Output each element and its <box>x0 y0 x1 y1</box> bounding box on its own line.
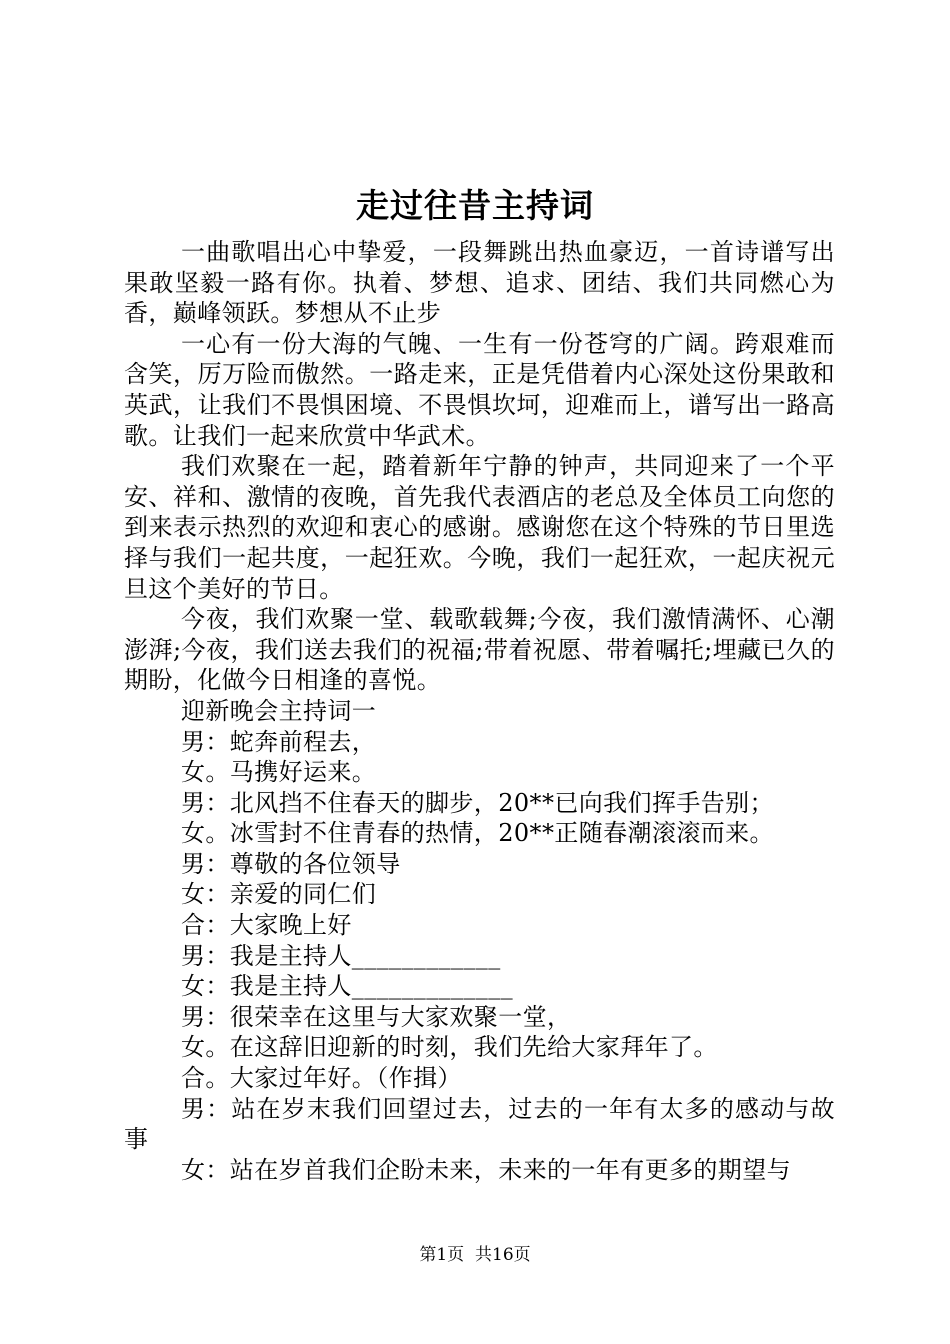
dialogue-line: 合：大家晚上好 <box>181 911 352 940</box>
page-number: 第1页 <box>419 1245 465 1265</box>
page-total: 共16页 <box>475 1245 531 1265</box>
dialogue-line: 女：站在岁首我们企盼未来，未来的一年有更多的期望与 <box>181 1155 791 1184</box>
dialogue-line: 男：蛇奔前程去， <box>181 727 377 756</box>
paragraph: 我们欢聚在一起，踏着新年宁静的钟声，共同迎来了一个平安、祥和、激情的夜晚，首先我代表酒店的老总及全体员工向您的到来表示热烈的欢迎和衷心的感谢。感谢您在这个特殊的节日里选择与我们一起共度，一起狂欢。今晚，我们一起狂欢，一起庆祝元旦这个美好的节日。 <box>124 452 835 603</box>
dialogue-line: 合。大家过年好。（作揖） <box>181 1064 462 1093</box>
dialogue-line: 女。在这辞旧迎新的时刻，我们先给大家拜年了。 <box>181 1033 718 1062</box>
dialogue-line: 女：亲爱的同仁们 <box>181 880 377 909</box>
dialogue-line: 男：很荣幸在这里与大家欢聚一堂， <box>181 1002 572 1031</box>
paragraph: 一曲歌唱出心中挚爱，一段舞跳出热血豪迈，一首诗谱写出果敢坚毅一路有你。执着、梦想、追求、团结、我们共同燃心为香，巅峰领跃。梦想从不止步 <box>124 238 835 328</box>
page-footer <box>0 1243 950 1267</box>
paragraph: 今夜，我们欢聚一堂、载歌载舞;今夜，我们激情满怀、心潮澎湃;今夜，我们送去我们的祝福;带着祝愿、带着嘱托;埋藏已久的期盼，化做今日相逢的喜悦。 <box>124 605 835 695</box>
dialogue-line: 男：尊敬的各位领导 <box>181 849 401 878</box>
dialogue-line: 女。马携好运来。 <box>181 758 377 787</box>
dialogue-line: 男：站在岁末我们回望过去，过去的一年有太多的感动与故事 <box>124 1094 835 1154</box>
document-title: 走过往昔主持词 <box>356 186 594 225</box>
paragraph: 一心有一份大海的气魄、一生有一份苍穹的广阔。跨艰难而含笑，厉万险而傲然。一路走来，正是凭借着内心深处这份果敢和英武，让我们不畏惧困境、不畏惧坎坷，迎难而上，谱写出一路高歌。让我们一起来欣赏中华武术。 <box>124 329 835 450</box>
dialogue-line: 男：北风挡不住春天的脚步，20**已向我们挥手告别； <box>181 788 774 817</box>
section-heading: 迎新晚会主持词一 <box>181 696 377 725</box>
dialogue-line: 女。冰雪封不住青春的热情，20**正随春潮滚滚而来。 <box>181 819 774 848</box>
dialogue-line: 男：我是主持人____________ <box>181 941 501 970</box>
document-body <box>124 237 835 1185</box>
dialogue-line: 女：我是主持人_____________ <box>181 972 513 1001</box>
